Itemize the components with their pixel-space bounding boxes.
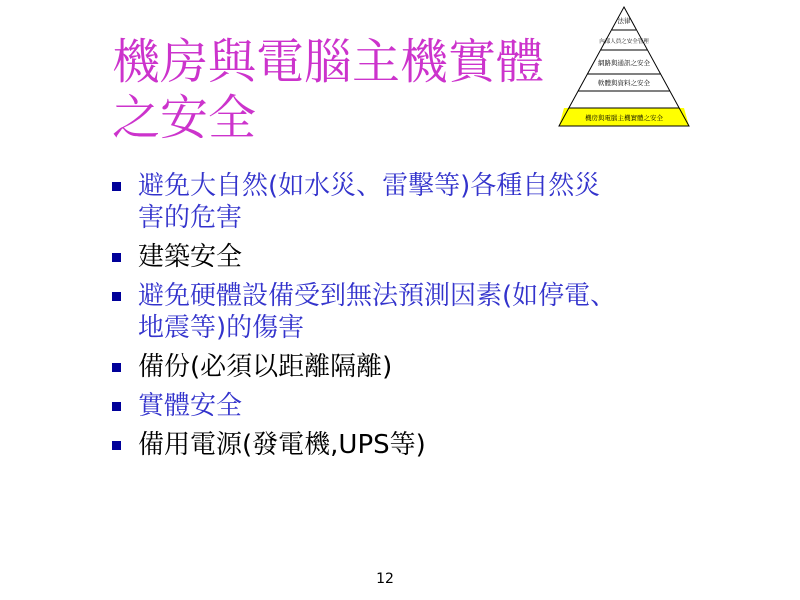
bullet-item	[108, 241, 708, 273]
bullet-square-icon	[112, 292, 121, 301]
slide-title-line-2: 之安全	[112, 90, 257, 146]
bullet-5-line-1: 實體安全	[138, 391, 243, 421]
bullet-item	[108, 280, 708, 344]
bullet-square-icon	[112, 363, 121, 372]
bullet-square-icon	[112, 253, 121, 262]
pyramid-level-4-label: 軟體與資料之安全	[598, 79, 650, 87]
pyramid-level-2-label: 內部人員之安全管理	[599, 39, 649, 45]
bullet-item	[108, 351, 708, 383]
slide-title-line-1: 機房與電腦主機實體	[112, 34, 545, 90]
bullet-6-line-1: 備用電源(發電機,UPS等)	[138, 430, 426, 460]
bullet-1-line-2: 害的危害	[138, 203, 243, 233]
pyramid-level-5-label: 機房與電腦主機實體之安全	[585, 114, 663, 122]
slide-title	[112, 34, 572, 146]
bullet-1-line-1: 避免大自然(如水災、雷擊等)各種自然災	[138, 171, 601, 201]
bullet-square-icon	[112, 182, 121, 191]
bullet-3-line-2: 地震等)的傷害	[138, 313, 305, 343]
bullet-square-icon	[112, 441, 121, 450]
bullet-item	[108, 429, 708, 461]
bullet-item	[108, 170, 708, 234]
page-number: 12	[376, 571, 394, 587]
security-pyramid-diagram	[558, 5, 690, 129]
bullet-2-line-1: 建築安全	[138, 242, 243, 272]
bullet-square-icon	[112, 402, 121, 411]
bullet-4-line-1: 備份(必須以距離隔離)	[138, 352, 393, 382]
bullet-3-line-1: 避免硬體設備受到無法預測因素(如停電、	[138, 281, 617, 311]
bullet-item	[108, 390, 708, 422]
bullet-list	[108, 170, 708, 468]
pyramid-level-1-label: 法律	[617, 17, 631, 25]
pyramid-level-3-label: 網路與通訊之安全	[598, 59, 650, 67]
